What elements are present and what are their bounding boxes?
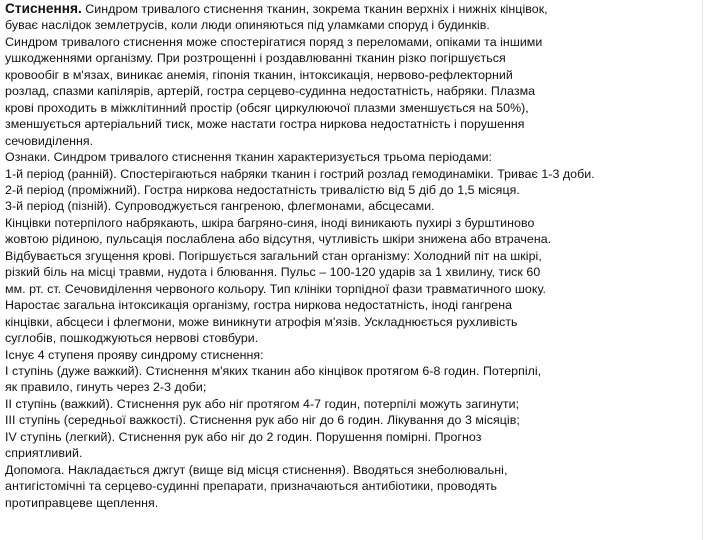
text-line: сечовиділення. — [5, 133, 94, 148]
text-line: Наростає загальна інтоксикація організму, гостра ниркова недостатність, іноді гангрена — [5, 298, 513, 313]
document-body — [5, 1, 705, 511]
text-line: сприятливий. — [5, 446, 83, 461]
text-line: кінцівки, абсцеси і флегмони, може виникнути атрофія м'язів. Ускладнюється рухливість — [5, 314, 518, 329]
text-line: зменшується артеріальний тиск, може настати гостра ниркова недостатність і порушення — [5, 117, 525, 132]
text-line: Існує 4 ступеня прояву синдрому стиснення: — [5, 347, 264, 362]
text-line: антигістомічні та серцево-судинні препарати, призначаються антибіотики, проводять — [5, 479, 498, 494]
text-line: ІІІ ступінь (середньої важкості). Стиснення рук або ніг до 6 годин. Лікування до 3 місяців; — [5, 413, 520, 428]
text-line: Ознаки. Синдром тривалого стиснення тканин характеризується трьома періодами: — [5, 150, 493, 165]
text-line: Кінцівки потерпілого набрякають, шкіра багряно-синя, іноді виникають пухирі з бурштиново — [5, 215, 535, 230]
text-line: 2-й період (проміжний). Гостра ниркова недостатність тривалістю від 5 діб до 1,5 місяця. — [5, 182, 520, 197]
text-line: різкий біль на місці травми, нудота і блювання. Пульс – 100-120 ударів за 1 хвилину, тиск 60 — [5, 265, 541, 280]
text-line: як правило, гинуть через 2-3 доби; — [5, 380, 207, 395]
text-line: жовтою рідиною, пульсація послаблена або відсутня, чутливість шкіри знижена або втрачена. — [5, 232, 552, 247]
text-line-content: Синдром тривалого стиснення тканин, зокрема тканин верхніх і нижніх кінцівок, — [85, 2, 548, 16]
text-line: розлад, спазми капілярів, артерій, гостра серцево-судинна недостатність, набряки. Плазма — [5, 84, 536, 99]
text-line: Відбувається згущення крові. Погіршується загальний стан організму: Холодний піт на шкірі, — [5, 248, 542, 263]
text-line: мм. рт. ст. Сечовиділення червоного кольору. Тип клініки торпідної фази травматичного шоку. — [5, 281, 546, 296]
text-line: буває наслідок землетрусів, коли люди опиняються під уламками споруд і будинків. — [5, 18, 490, 33]
text-line: Синдром тривалого стиснення може спостерігатися поряд з переломами, опіками та іншими — [5, 34, 543, 49]
section-title: Стиснення. — [5, 1, 82, 16]
text-line — [5, 1, 705, 17]
text-line: ІІ ступінь (важкий). Стиснення рук або ніг протягом 4-7 годин, потерпілі можуть загинути; — [5, 396, 520, 411]
text-line: протиправцеве щеплення. — [5, 495, 159, 510]
text-line: 3-й період (пізній). Супроводжується гангреною, флегмонами, абсцесами. — [5, 199, 435, 214]
text-line: суглобів, пошкоджуються нервові стовбури. — [5, 331, 259, 346]
text-line: 1-й період (ранній). Спостерігаються набряки тканин і гострий розлад гемодинаміки. Триває 1-3 доби. — [5, 166, 595, 181]
text-line: ІV ступінь (легкий). Стиснення рук або ніг до 2 годин. Порушення помірні. Прогноз — [5, 429, 482, 444]
text-line: І ступінь (дуже важкий). Стиснення м'яких тканин або кінцівок протягом 6-8 годин. Потерпілі, — [5, 363, 542, 378]
text-line: кровообіг в м'язах, виникає анемія, гіпонія тканин, інтоксикація, нервово-рефлекторний — [5, 67, 513, 82]
text-line: крові проходить в міжклітинний простір (обсяг циркулюючої плазми зменшується на 50%), — [5, 100, 529, 115]
text-line: Допомога. Накладається джгут (вище від місця стиснення). Вводяться знеболювальні, — [5, 462, 508, 477]
text-line: ушкодженнями організму. При розтрощенні і роздавлюванні тканин різко погіршується — [5, 51, 506, 66]
